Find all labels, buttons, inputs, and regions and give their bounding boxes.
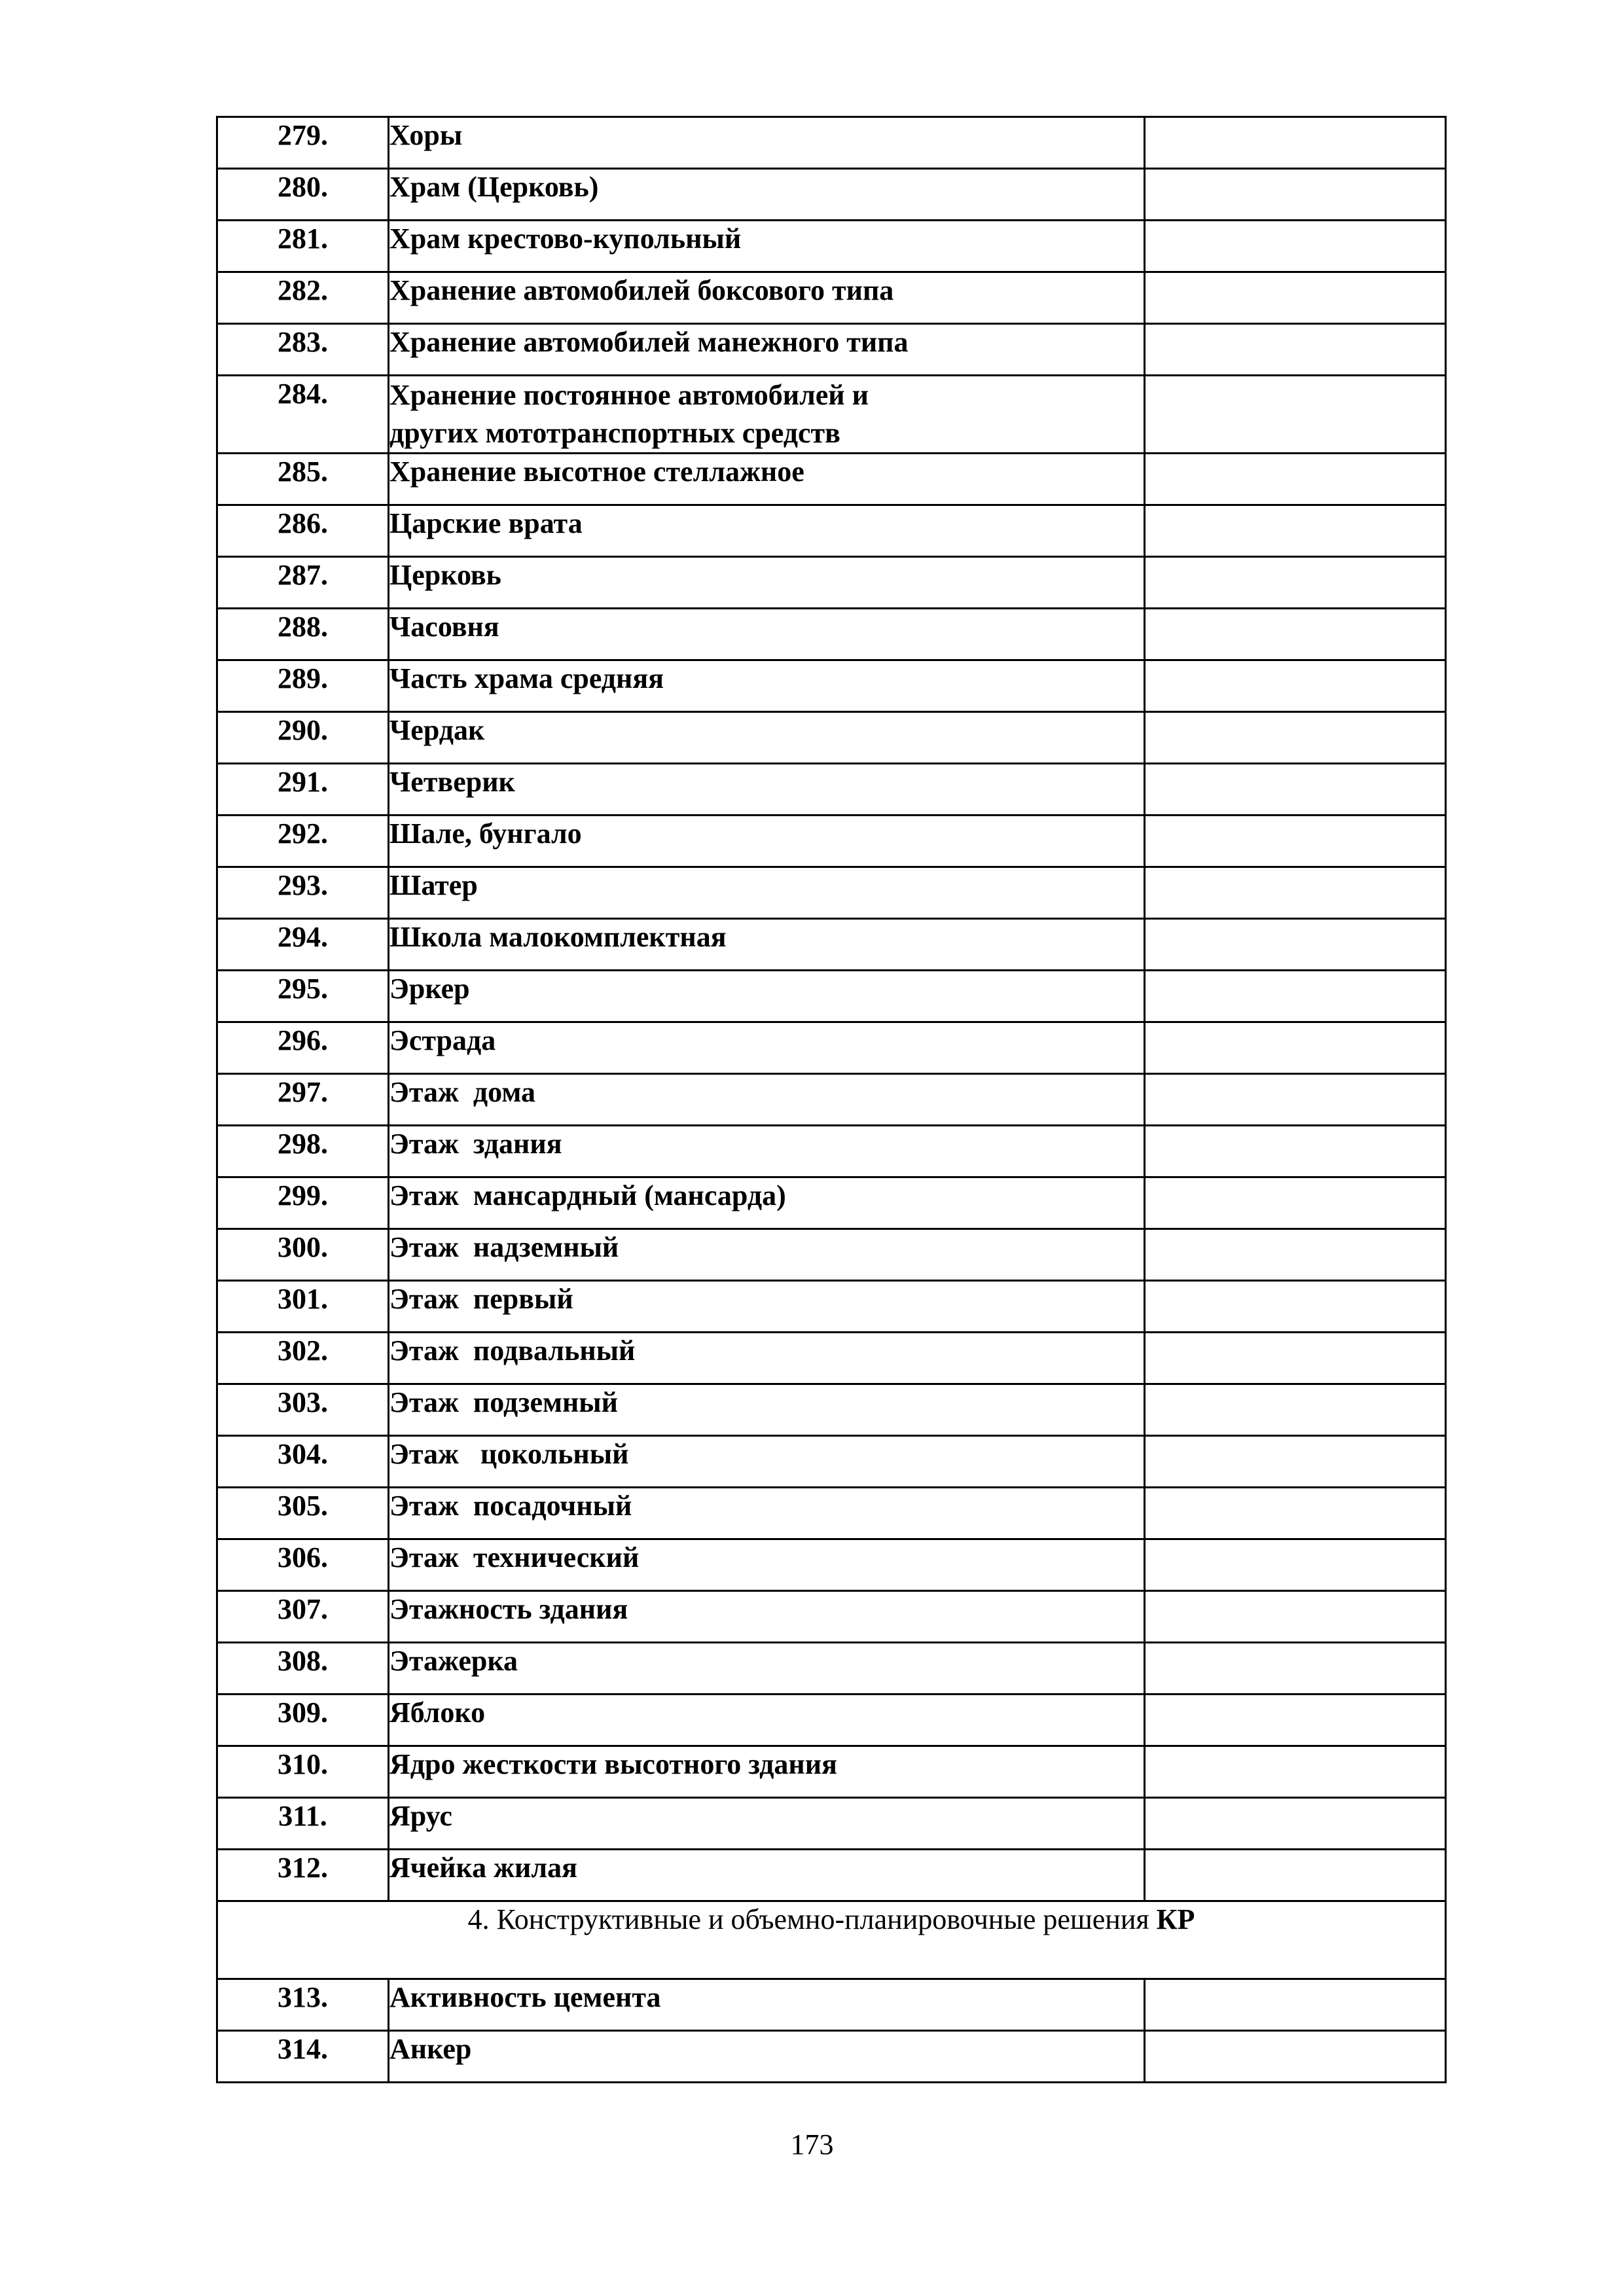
- glossary-table: [216, 116, 1447, 2083]
- term-name: Хоры: [389, 117, 1145, 169]
- term-name: Этаж надземный: [389, 1229, 1145, 1281]
- table-row: [217, 1539, 1446, 1591]
- term-name: Эстрада: [389, 1022, 1145, 1074]
- table-row: [217, 505, 1446, 557]
- definition-cell-empty: [1145, 816, 1446, 867]
- term-number: 302.: [217, 1333, 389, 1384]
- definition-cell-empty: [1145, 324, 1446, 376]
- table-row: [217, 712, 1446, 764]
- table-row: [217, 1177, 1446, 1229]
- definition-cell-empty: [1145, 1643, 1446, 1695]
- term-name: Чердак: [389, 712, 1145, 764]
- table-row: [217, 1229, 1446, 1281]
- term-name: Этаж посадочный: [389, 1488, 1145, 1539]
- term-name: Четверик: [389, 764, 1145, 816]
- table-row: [217, 2031, 1446, 2083]
- term-name: Анкер: [389, 2031, 1145, 2083]
- definition-cell-empty: [1145, 1384, 1446, 1436]
- term-name: Этажность здания: [389, 1591, 1145, 1643]
- term-name: Этаж мансардный (мансарда): [389, 1177, 1145, 1229]
- term-name: Царские врата: [389, 505, 1145, 557]
- table-row: [217, 221, 1446, 272]
- definition-cell-empty: [1145, 660, 1446, 712]
- table-row: [217, 660, 1446, 712]
- table-row: [217, 1979, 1446, 2031]
- table-row: [217, 1643, 1446, 1695]
- section-header-row: [217, 1901, 1446, 1979]
- term-number: 300.: [217, 1229, 389, 1281]
- term-name: Этаж здания: [389, 1126, 1145, 1177]
- table-row: [217, 1074, 1446, 1126]
- term-number: 309.: [217, 1695, 389, 1746]
- table-row: [217, 272, 1446, 324]
- term-number: 289.: [217, 660, 389, 712]
- table-row: [217, 117, 1446, 169]
- term-name: Храм (Церковь): [389, 169, 1145, 221]
- definition-cell-empty: [1145, 1746, 1446, 1798]
- table-row: [217, 1591, 1446, 1643]
- term-number: 305.: [217, 1488, 389, 1539]
- table-row: [217, 764, 1446, 816]
- definition-cell-empty: [1145, 1333, 1446, 1384]
- definition-cell-empty: [1145, 1539, 1446, 1591]
- term-name: Активность цемента: [389, 1979, 1145, 2031]
- table-row: [217, 1695, 1446, 1746]
- definition-cell-empty: [1145, 1798, 1446, 1850]
- term-number: 288.: [217, 609, 389, 660]
- term-name: Яблоко: [389, 1695, 1145, 1746]
- table-row: [217, 1488, 1446, 1539]
- term-number: 308.: [217, 1643, 389, 1695]
- term-number: 285.: [217, 454, 389, 505]
- term-name: Часть храма средняя: [389, 660, 1145, 712]
- term-name: Хранение автомобилей манежного типа: [389, 324, 1145, 376]
- table-row: [217, 169, 1446, 221]
- term-number: 297.: [217, 1074, 389, 1126]
- table-row: [217, 919, 1446, 971]
- definition-cell-empty: [1145, 971, 1446, 1022]
- definition-cell-empty: [1145, 454, 1446, 505]
- definition-cell-empty: [1145, 1979, 1446, 2031]
- term-name: Этаж подвальный: [389, 1333, 1145, 1384]
- table-row: [217, 1436, 1446, 1488]
- table-row: [217, 557, 1446, 609]
- definition-cell-empty: [1145, 712, 1446, 764]
- term-number: 298.: [217, 1126, 389, 1177]
- term-number: 290.: [217, 712, 389, 764]
- term-name: Этаж подземный: [389, 1384, 1145, 1436]
- definition-cell-empty: [1145, 1850, 1446, 1901]
- term-number: 284.: [217, 376, 389, 454]
- term-number: 295.: [217, 971, 389, 1022]
- term-name: Эркер: [389, 971, 1145, 1022]
- term-name: Этаж технический: [389, 1539, 1145, 1591]
- term-name: Ядро жесткости высотного здания: [389, 1746, 1145, 1798]
- term-number: 313.: [217, 1979, 389, 2031]
- term-number: 294.: [217, 919, 389, 971]
- definition-cell-empty: [1145, 919, 1446, 971]
- term-number: 286.: [217, 505, 389, 557]
- table-row: [217, 971, 1446, 1022]
- definition-cell-empty: [1145, 376, 1446, 454]
- term-number: 293.: [217, 867, 389, 919]
- section-heading: [217, 1901, 1446, 1979]
- table-row: [217, 1281, 1446, 1333]
- definition-cell-empty: [1145, 272, 1446, 324]
- glossary-table-body: [217, 117, 1446, 2083]
- term-name: Часовня: [389, 609, 1145, 660]
- term-number: 312.: [217, 1850, 389, 1901]
- term-number: 287.: [217, 557, 389, 609]
- definition-cell-empty: [1145, 1695, 1446, 1746]
- definition-cell-empty: [1145, 1177, 1446, 1229]
- term-name: Этаж цокольный: [389, 1436, 1145, 1488]
- term-number: 314.: [217, 2031, 389, 2083]
- term-number: 282.: [217, 272, 389, 324]
- table-row: [217, 454, 1446, 505]
- term-number: 307.: [217, 1591, 389, 1643]
- term-number: 292.: [217, 816, 389, 867]
- definition-cell-empty: [1145, 1126, 1446, 1177]
- table-row: [217, 816, 1446, 867]
- table-row: [217, 1798, 1446, 1850]
- section-code: КР: [1156, 1903, 1195, 1935]
- term-name: Этаж дома: [389, 1074, 1145, 1126]
- table-row: [217, 1384, 1446, 1436]
- definition-cell-empty: [1145, 169, 1446, 221]
- term-number: 303.: [217, 1384, 389, 1436]
- definition-cell-empty: [1145, 1022, 1446, 1074]
- term-number: 296.: [217, 1022, 389, 1074]
- term-number: 301.: [217, 1281, 389, 1333]
- term-name: Хранение высотное стеллажное: [389, 454, 1145, 505]
- term-name: Этажерка: [389, 1643, 1145, 1695]
- term-name: Церковь: [389, 557, 1145, 609]
- table-row: [217, 1333, 1446, 1384]
- page-number: 173: [790, 2128, 834, 2161]
- table-row: [217, 1126, 1446, 1177]
- definition-cell-empty: [1145, 1229, 1446, 1281]
- definition-cell-empty: [1145, 1074, 1446, 1126]
- term-number: 310.: [217, 1746, 389, 1798]
- term-name: Хранение автомобилей боксового типа: [389, 272, 1145, 324]
- table-row: [217, 1850, 1446, 1901]
- definition-cell-empty: [1145, 1281, 1446, 1333]
- section-title: 4. Конструктивные и объемно-планировочные решения: [467, 1903, 1149, 1935]
- term-number: 306.: [217, 1539, 389, 1591]
- table-row: [217, 324, 1446, 376]
- term-name: Этаж первый: [389, 1281, 1145, 1333]
- definition-cell-empty: [1145, 2031, 1446, 2083]
- table-row: [217, 609, 1446, 660]
- term-number: 291.: [217, 764, 389, 816]
- definition-cell-empty: [1145, 221, 1446, 272]
- definition-cell-empty: [1145, 867, 1446, 919]
- definition-cell-empty: [1145, 1488, 1446, 1539]
- table-row: [217, 1746, 1446, 1798]
- term-number: 299.: [217, 1177, 389, 1229]
- definition-cell-empty: [1145, 557, 1446, 609]
- term-number: 281.: [217, 221, 389, 272]
- term-name: Школа малокомплектная: [389, 919, 1145, 971]
- term-name: Ячейка жилая: [389, 1850, 1145, 1901]
- term-name: Хранение постоянное автомобилей и других мототранспортных средств: [389, 376, 1145, 454]
- table-row: [217, 1022, 1446, 1074]
- term-name: Ярус: [389, 1798, 1145, 1850]
- definition-cell-empty: [1145, 1591, 1446, 1643]
- term-number: 283.: [217, 324, 389, 376]
- definition-cell-empty: [1145, 117, 1446, 169]
- term-number: 304.: [217, 1436, 389, 1488]
- term-number: 279.: [217, 117, 389, 169]
- definition-cell-empty: [1145, 1436, 1446, 1488]
- term-name: Шале, бунгало: [389, 816, 1145, 867]
- definition-cell-empty: [1145, 609, 1446, 660]
- table-row: [217, 867, 1446, 919]
- term-name: Храм крестово-купольный: [389, 221, 1145, 272]
- term-number: 280.: [217, 169, 389, 221]
- term-number: 311.: [217, 1798, 389, 1850]
- table-row: [217, 376, 1446, 454]
- definition-cell-empty: [1145, 505, 1446, 557]
- term-name: Шатер: [389, 867, 1145, 919]
- definition-cell-empty: [1145, 764, 1446, 816]
